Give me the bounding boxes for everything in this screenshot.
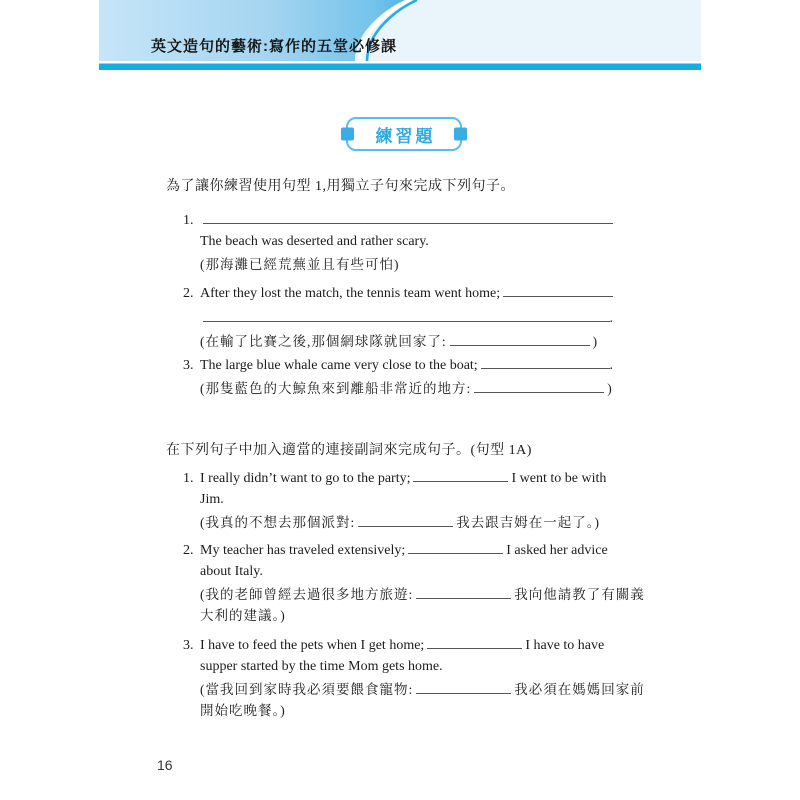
exercise-item bbox=[183, 635, 645, 721]
item-number: 3. bbox=[183, 358, 194, 373]
answer-blank bbox=[416, 586, 511, 599]
chinese-translation: (那海灘已經荒蕪並且有些可怕) bbox=[200, 257, 400, 272]
answer-blank bbox=[416, 681, 511, 694]
english-sentence: Jim. bbox=[200, 492, 224, 507]
english-sentence: The large blue whale came very close to the boat; bbox=[200, 358, 478, 373]
item-number: 2. bbox=[183, 286, 194, 301]
english-sentence: My teacher has traveled extensively; bbox=[200, 543, 406, 558]
page-header bbox=[99, 0, 701, 70]
header-accent-bar bbox=[99, 64, 701, 71]
chinese-text: ) bbox=[607, 381, 613, 396]
answer-blank bbox=[481, 356, 610, 369]
english-sentence: The beach was deserted and rather scary. bbox=[200, 234, 429, 249]
section1-instructions: 為了讓你練習使用句型 1,用獨立子句來完成下列句子。 bbox=[166, 179, 515, 194]
page-number: 16 bbox=[157, 757, 173, 773]
answer-blank bbox=[450, 333, 590, 346]
item-number: 3. bbox=[183, 638, 194, 653]
english-sentence: I asked her advice bbox=[506, 543, 608, 558]
chinese-translation bbox=[200, 512, 613, 533]
english-sentence: I really didn’t want to go to the party; bbox=[200, 471, 411, 486]
book-title: 英文造句的藝術:寫作的五堂必修課 bbox=[151, 38, 397, 55]
chinese-text: 我去跟吉姆在一起了。) bbox=[456, 515, 600, 530]
chinese-translation: 開始吃晚餐。) bbox=[200, 703, 286, 718]
chinese-text: (當我回到家時我必須要餵食寵物: bbox=[200, 682, 414, 697]
exercise-item bbox=[183, 468, 613, 533]
english-sentence: about Italy. bbox=[200, 564, 263, 579]
chinese-text: (在輸了比賽之後,那個網球隊就回家了: bbox=[200, 334, 447, 349]
chinese-text: (我的老師曾經去過很多地方旅遊: bbox=[200, 587, 414, 602]
sentence-line bbox=[183, 210, 613, 231]
exercise-badge bbox=[346, 117, 462, 151]
english-sentence: supper started by the time Mom gets home. bbox=[200, 659, 443, 674]
section2-instructions: 在下列句子中加入適當的連接副詞來完成句子。(句型 1A) bbox=[166, 443, 532, 458]
english-sentence: I have to have bbox=[525, 638, 605, 653]
answer-blank bbox=[427, 636, 522, 649]
sentence-line bbox=[183, 635, 613, 656]
exercise-item bbox=[183, 283, 613, 352]
header-white-gap bbox=[99, 61, 701, 64]
chinese-text: (我真的不想去那個派對: bbox=[200, 515, 356, 530]
item-number: 1. bbox=[183, 213, 194, 228]
sentence-line bbox=[183, 355, 613, 376]
chinese-text: ) bbox=[592, 334, 599, 349]
exercise-item bbox=[183, 540, 645, 626]
english-sentence: I went to be with bbox=[511, 471, 607, 486]
chinese-translation bbox=[200, 378, 613, 399]
sentence-period: . bbox=[609, 311, 613, 326]
badge-square-left-icon bbox=[341, 128, 354, 141]
chinese-translation bbox=[200, 679, 645, 700]
chinese-translation: 大利的建議。) bbox=[200, 608, 286, 623]
item-number: 2. bbox=[183, 543, 194, 558]
english-sentence: After they lost the match, the tennis team went home; bbox=[200, 286, 501, 301]
chinese-text: 我向他請教了有關義 bbox=[514, 587, 645, 602]
chinese-translation bbox=[200, 584, 645, 605]
answer-blank bbox=[203, 211, 613, 224]
answer-blank bbox=[203, 309, 610, 322]
chinese-translation bbox=[200, 331, 613, 352]
sentence-period: . bbox=[609, 358, 613, 373]
exercise-item bbox=[183, 355, 613, 399]
answer-blank bbox=[474, 380, 604, 393]
english-sentence: I have to feed the pets when I get home; bbox=[200, 638, 425, 653]
badge-square-right-icon bbox=[454, 128, 467, 141]
sentence-line bbox=[183, 468, 613, 489]
answer-blank bbox=[358, 514, 453, 527]
answer-blank bbox=[503, 284, 613, 297]
answer-blank bbox=[413, 469, 508, 482]
sentence-line bbox=[200, 308, 613, 329]
sentence-line bbox=[183, 283, 613, 304]
sentence-line bbox=[183, 540, 613, 561]
answer-blank bbox=[408, 541, 503, 554]
chinese-text: (那隻藍色的大鯨魚來到離船非常近的地方: bbox=[200, 381, 472, 396]
chinese-text: 我必須在媽媽回家前 bbox=[514, 682, 645, 697]
exercise-item bbox=[183, 210, 613, 275]
exercise-badge-label: 練習題 bbox=[375, 126, 436, 146]
item-number: 1. bbox=[183, 471, 194, 486]
